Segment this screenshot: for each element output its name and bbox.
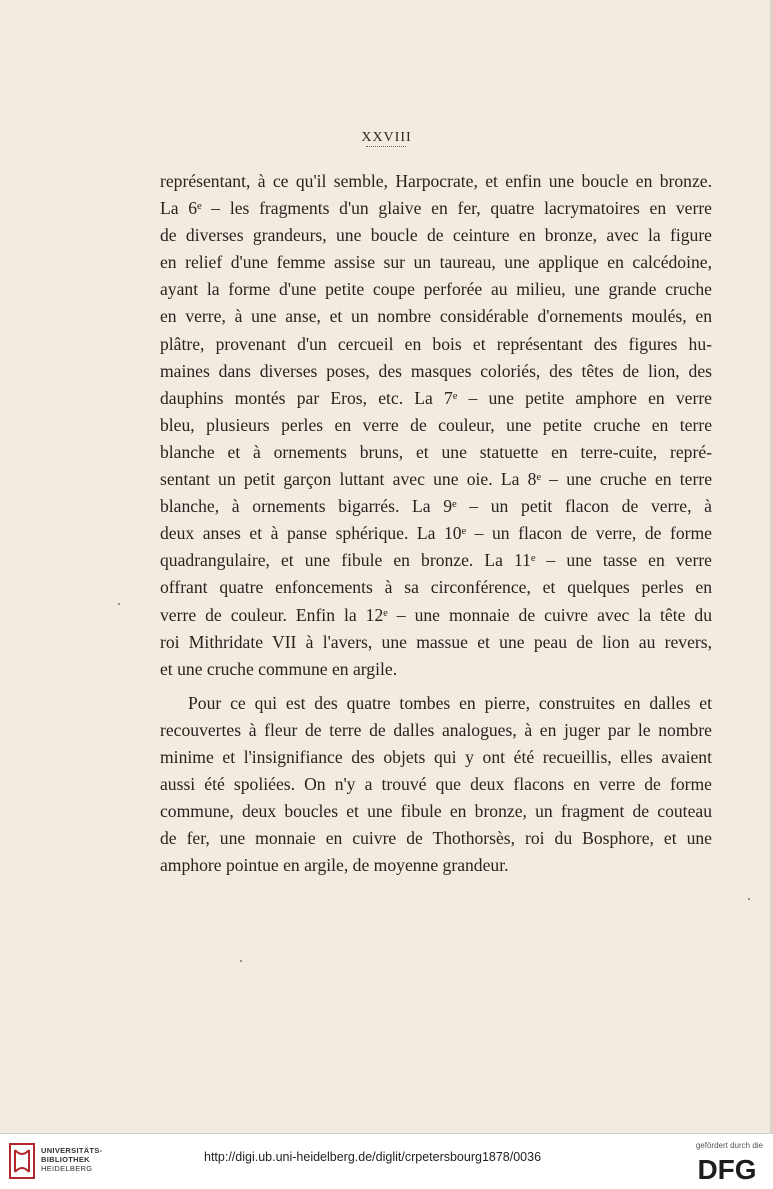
dfg-logo-icon: [690, 1154, 764, 1182]
text-line: recouvertes à fleur de terre de dalles analogues, à en juger par le nombre: [160, 719, 712, 740]
text-line: minime et l'insignifiance des objets qui y ont été recueillis, elles avaient: [160, 746, 712, 767]
svg-text:DFG: DFG: [697, 1154, 757, 1182]
text-line: ayant la forme d'une petite coupe perforée au milieu, une grande cruche: [160, 279, 712, 300]
body-text: [160, 168, 712, 879]
paragraph-1: [160, 168, 712, 683]
text-line: blanche, à ornements bigarrés. La 9ᵉ – un petit flacon de verre, à: [160, 496, 712, 517]
text-line: de fer, une monnaie en cuivre de Thothorsès, roi du Bosphore, et une: [160, 828, 712, 849]
paper-speck: [240, 960, 242, 962]
text-line: en relief d'une femme assise sur un taureau, une applique en calcédoine,: [160, 252, 712, 273]
university-library-logo-icon: [8, 1142, 36, 1180]
text-line: en verre, à une anse, et un nombre considérable d'ornements moulés, en: [160, 306, 712, 327]
library-name: [41, 1146, 102, 1173]
text-line: de diverses grandeurs, une boucle de ceinture en bronze, avec la figure: [160, 225, 712, 246]
text-line: bleu, plusieurs perles en verre de couleur, une petite cruche en terre: [160, 414, 712, 435]
library-name-line: BIBLIOTHEK: [41, 1155, 90, 1164]
text-line: dauphins montés par Eros, etc. La 7ᵉ – une petite amphore en verre: [160, 387, 712, 408]
paper-speck: [118, 603, 120, 605]
text-line: blanche et à ornements bruns, et une statuette en terre-cuite, repré-: [160, 441, 712, 462]
text-line: sentant un petit garçon luttant avec une oie. La 8ᵉ – une cruche en terre: [160, 469, 712, 490]
text-line: commune, deux boucles et une fibule en bronze, un fragment de couteau: [160, 801, 712, 822]
text-line: aussi été spoliées. On n'y a trouvé que deux flacons en verre de forme: [160, 774, 712, 795]
library-name-line: UNIVERSITÄTS-: [41, 1146, 103, 1155]
text-line: quadrangulaire, et une fibule en bronze. La 11ᵉ – une tasse en verre: [160, 550, 712, 571]
paragraph-gap: [160, 683, 712, 690]
permalink-url[interactable]: http://digi.ub.uni-heidelberg.de/diglit/crpetersbourg1878/0036: [204, 1150, 542, 1164]
paragraph-2: [160, 690, 712, 880]
text-line: offrant quatre enfoncements à sa circonférence, et quelques perles en: [160, 577, 712, 598]
text-line: plâtre, provenant d'un cercueil en bois et représentant des figures hu-: [160, 333, 712, 354]
page-number-ornament: [366, 146, 406, 148]
text-line: verre de couleur. Enfin la 12ᵉ – une monnaie de cuivre avec la tête du: [160, 604, 712, 625]
text-line: représentant, à ce qu'il semble, Harpocrate, et enfin une boucle en bronze.: [160, 171, 712, 191]
funded-by-label: gefördert durch die: [695, 1141, 763, 1150]
text-line: et une cruche commune en argile.: [160, 658, 398, 679]
text-line: roi Mithridate VII à l'avers, une massue et une peau de lion au revers,: [160, 631, 712, 652]
page-number: XXVIII: [361, 130, 412, 145]
text-line: amphore pointue en argile, de moyenne grandeur.: [160, 855, 509, 876]
paper-speck: [748, 898, 750, 900]
text-line: maines dans diverses poses, des masques coloriés, des têtes de lion, des: [160, 360, 712, 381]
text-line: Pour ce qui est des quatre tombes en pierre, construites en dalles et: [188, 692, 712, 713]
text-line: deux anses et à panse sphérique. La 10ᵉ – un flacon de verre, de forme: [160, 523, 712, 544]
viewer-footer: [0, 1133, 773, 1189]
text-line: La 6ᵉ – les fragments d'un glaive en fer, quatre lacrymatoires en verre: [160, 198, 712, 219]
library-name-line: HEIDELBERG: [41, 1164, 93, 1173]
